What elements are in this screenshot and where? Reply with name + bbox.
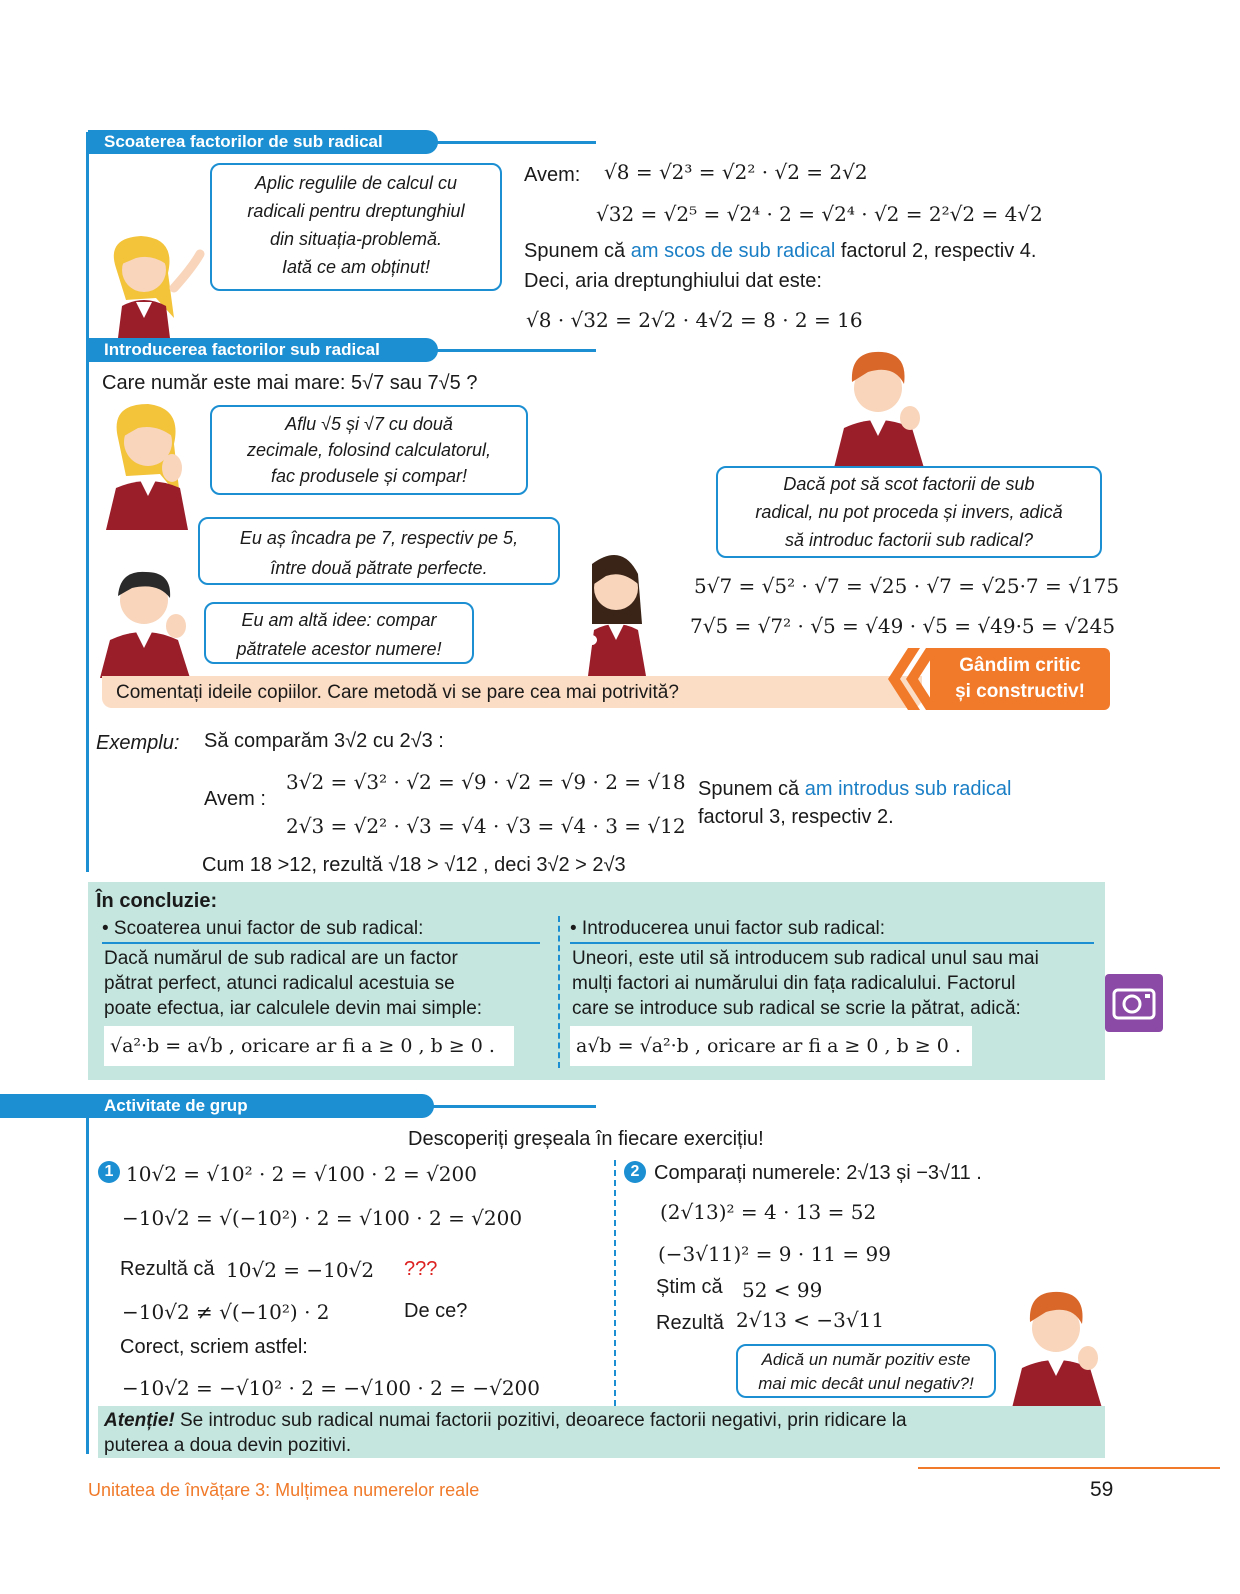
bubble-line: zecimale, folosind calculatorul, (246, 440, 492, 460)
ex1-eq1: 10√2 = √10² · 2 = √100 · 2 = √200 (126, 1162, 477, 1186)
footer-unit-title: Unitatea de învățare 3: Mulțimea numerelor reale (88, 1480, 480, 1500)
ex1-result-eq: 10√2 = −10√2 (226, 1258, 375, 1282)
spunem-text-2 (698, 778, 1012, 801)
conclusion-right-text (572, 946, 1039, 1021)
attention-line-2: puterea a doua devin pozitivi. (104, 1435, 352, 1456)
conclusion-right-rule (570, 942, 1094, 944)
equation-7sqrt5: 7√5 = √7² · √5 = √49 · √5 = √49·5 = √245 (690, 614, 1116, 638)
text-line: pătrat perfect, atunci radicalul acestuia se (104, 973, 455, 994)
de-ce-text: De ce? (404, 1300, 468, 1322)
boy-redhair-illustration-2 (1006, 1284, 1106, 1408)
example-eq-3sqrt2: 3√2 = √3² · √2 = √9 · √2 = √9 · 2 = √18 (286, 770, 686, 794)
section-header-activitate: Activitate de grup (0, 1094, 434, 1118)
example-statement: Să comparăm 3√2 cu 2√3 : (204, 730, 444, 752)
conclusion-title: În concluzie: (96, 890, 218, 912)
bubble-line: Aflu √5 și √7 cu două (285, 414, 453, 434)
speech-bubble-boy-2 (716, 466, 1102, 558)
boy-redhair-illustration (828, 342, 928, 468)
critical-thinking-badge (930, 648, 1110, 710)
header-rule (430, 349, 596, 352)
girl-illustration (96, 228, 206, 338)
example-label: Exemplu: (96, 732, 180, 754)
text-line: Dacă numărul de sub radical are un factor (104, 948, 458, 969)
conclusion-comparison: Cum 18 >12, rezultă √18 > √12 , deci 3√2 > 2√3 (202, 854, 626, 876)
ex1-neq: −10√2 ≠ √(−10²) · 2 (122, 1300, 330, 1324)
speech-bubble-girl-3 (198, 517, 560, 585)
avem-label-2: Avem : (204, 788, 266, 810)
bubble-line: să introduc factorii sub radical? (784, 530, 1034, 550)
badge-line: Gândim critic (959, 655, 1081, 676)
stim-eq: 52 < 99 (742, 1278, 823, 1302)
stim-label: Știm că (656, 1276, 723, 1298)
left-formula: √a²·b = a√b , oricare ar fi a ≥ 0 , b ≥ 0 . (104, 1026, 514, 1066)
equation-area: √8 · √32 = 2√2 · 4√2 = 8 · 2 = 16 (526, 308, 863, 332)
boy-illustration (96, 560, 196, 678)
left-rule-3 (86, 1118, 89, 1454)
bubble-line: fac produsele și compar! (270, 466, 468, 486)
ex2-eq2: (−3√11)² = 9 · 11 = 99 (658, 1242, 891, 1266)
conclusion-divider (558, 916, 560, 1068)
footer-rule (918, 1467, 1220, 1469)
equation-sqrt8: √8 = √2³ = √2² · √2 = 2√2 (604, 160, 868, 184)
girl-brunette-illustration (534, 544, 674, 676)
text-part: Se introduc sub radical numai factorii pozitivi, deoarece factorii negativi, prin ridicare la (174, 1410, 907, 1431)
equation-5sqrt7: 5√7 = √5² · √7 = √25 · √7 = √25·7 = √175 (694, 574, 1120, 598)
spunem-text (524, 240, 1036, 263)
page-number: 59 (1090, 1478, 1114, 1501)
highlight-term: am introdus sub radical (804, 778, 1012, 800)
text-line: poate efectua, iar calculele devin mai simple: (104, 998, 483, 1019)
bubble-line: Iată ce am obținut! (281, 257, 431, 277)
conclusion-right-heading: • Introducerea unui factor sub radical: (570, 918, 886, 939)
attention-text (104, 1408, 1094, 1458)
text-line: Uneori, este util să introducem sub radical unul sau mai (572, 948, 1039, 969)
ex2-statement: Comparați numerele: 2√13 și −3√11 . (654, 1162, 982, 1184)
exercise-divider (614, 1160, 616, 1406)
bubble-line: din situația-problemă. (269, 229, 443, 249)
exercise-number-2: 2 (624, 1161, 646, 1183)
bubble-line: mai mic decât unul negativ?! (758, 1374, 974, 1393)
camera-icon[interactable] (1105, 974, 1163, 1032)
attention-line-1 (104, 1408, 1094, 1433)
text-line: mulți factori ai numărului din fața radicalului. Factorul (572, 973, 1016, 994)
question-marks: ??? (404, 1258, 438, 1280)
speech-bubble-girl-2 (210, 405, 528, 495)
avem-label: Avem: (524, 164, 581, 186)
left-rule-1 (86, 132, 89, 872)
bubble-line: Adică un număr pozitiv este (761, 1350, 971, 1369)
rezulta-label: Rezultă că (120, 1258, 215, 1280)
conclusion-left-text (104, 946, 482, 1021)
chevron-arrows-icon (878, 648, 938, 710)
bubble-line: radicali pentru dreptunghiul (247, 201, 465, 221)
deci-text: Deci, aria dreptunghiului dat este: (524, 270, 822, 292)
conclusion-left-heading: • Scoaterea unui factor de sub radical: (102, 918, 424, 939)
bubble-line: între două pătrate perfecte. (270, 558, 488, 578)
corect-text: Corect, scriem astfel: (120, 1336, 308, 1358)
header-rule (430, 141, 596, 144)
attention-label: Atenție! (104, 1410, 175, 1431)
exercise-number-1: 1 (98, 1161, 120, 1183)
speech-bubble-girl (210, 163, 502, 291)
text-part: factorul 2, respectiv 4. (835, 240, 1037, 262)
rezulta-label-2: Rezultă (656, 1312, 724, 1334)
spunem-text-2b: factorul 3, respectiv 2. (698, 806, 894, 828)
right-formula: a√b = √a²·b , oricare ar fi a ≥ 0 , b ≥ 0 . (570, 1026, 972, 1066)
ex2-result-eq: 2√13 < −3√11 (736, 1308, 885, 1332)
highlight-term: am scos de sub radical (630, 240, 836, 262)
bubble-line: radical, nu pot proceda și invers, adică (755, 502, 1063, 522)
text-line: care se introduce sub radical se scrie la pătrat, adică: (572, 998, 1021, 1019)
badge-line: și constructiv! (955, 681, 1085, 702)
speech-bubble-boy (204, 602, 474, 664)
girl-thinking-illustration (96, 398, 206, 530)
ex2-eq1: (2√13)² = 4 · 13 = 52 (660, 1200, 877, 1224)
bubble-line: Eu am altă idee: compar (241, 610, 437, 630)
example-eq-2sqrt3: 2√3 = √2² · √3 = √4 · √3 = √4 · 3 = √12 (286, 814, 686, 838)
conclusion-left-rule (102, 942, 540, 944)
bubble-line: Aplic regulile de calcul cu (254, 173, 458, 193)
question-text: Care număr este mai mare: 5√7 sau 7√5 ? (102, 372, 478, 394)
ex1-eq2: −10√2 = √(−10²) · 2 = √100 · 2 = √200 (122, 1206, 523, 1230)
speech-bubble-boy-3 (736, 1344, 996, 1398)
header-rule (428, 1105, 596, 1108)
activity-intro: Descoperiți greșeala în fiecare exercițiu! (408, 1128, 764, 1150)
bubble-line: Dacă pot să scot factorii de sub (783, 474, 1035, 494)
comment-text: Comentați ideile copiilor. Care metodă vi se pare cea mai potrivită? (116, 682, 679, 703)
bubble-line: Eu aș încadra pe 7, respectiv pe 5, (239, 528, 519, 548)
bubble-line: pătratele acestor numere! (236, 639, 442, 659)
equation-sqrt32: √32 = √2⁵ = √2⁴ · 2 = √2⁴ · √2 = 2²√2 = 4√2 (596, 202, 1043, 226)
text-part: Spunem că (698, 778, 805, 800)
section-header-introducerea: Introducerea factorilor sub radical (88, 338, 438, 362)
section-header-scoaterea: Scoaterea factorilor de sub radical (88, 130, 438, 154)
ex1-correct-eq: −10√2 = −√10² · 2 = −√100 · 2 = −√200 (122, 1376, 541, 1400)
text-part: Spunem că (524, 240, 631, 262)
